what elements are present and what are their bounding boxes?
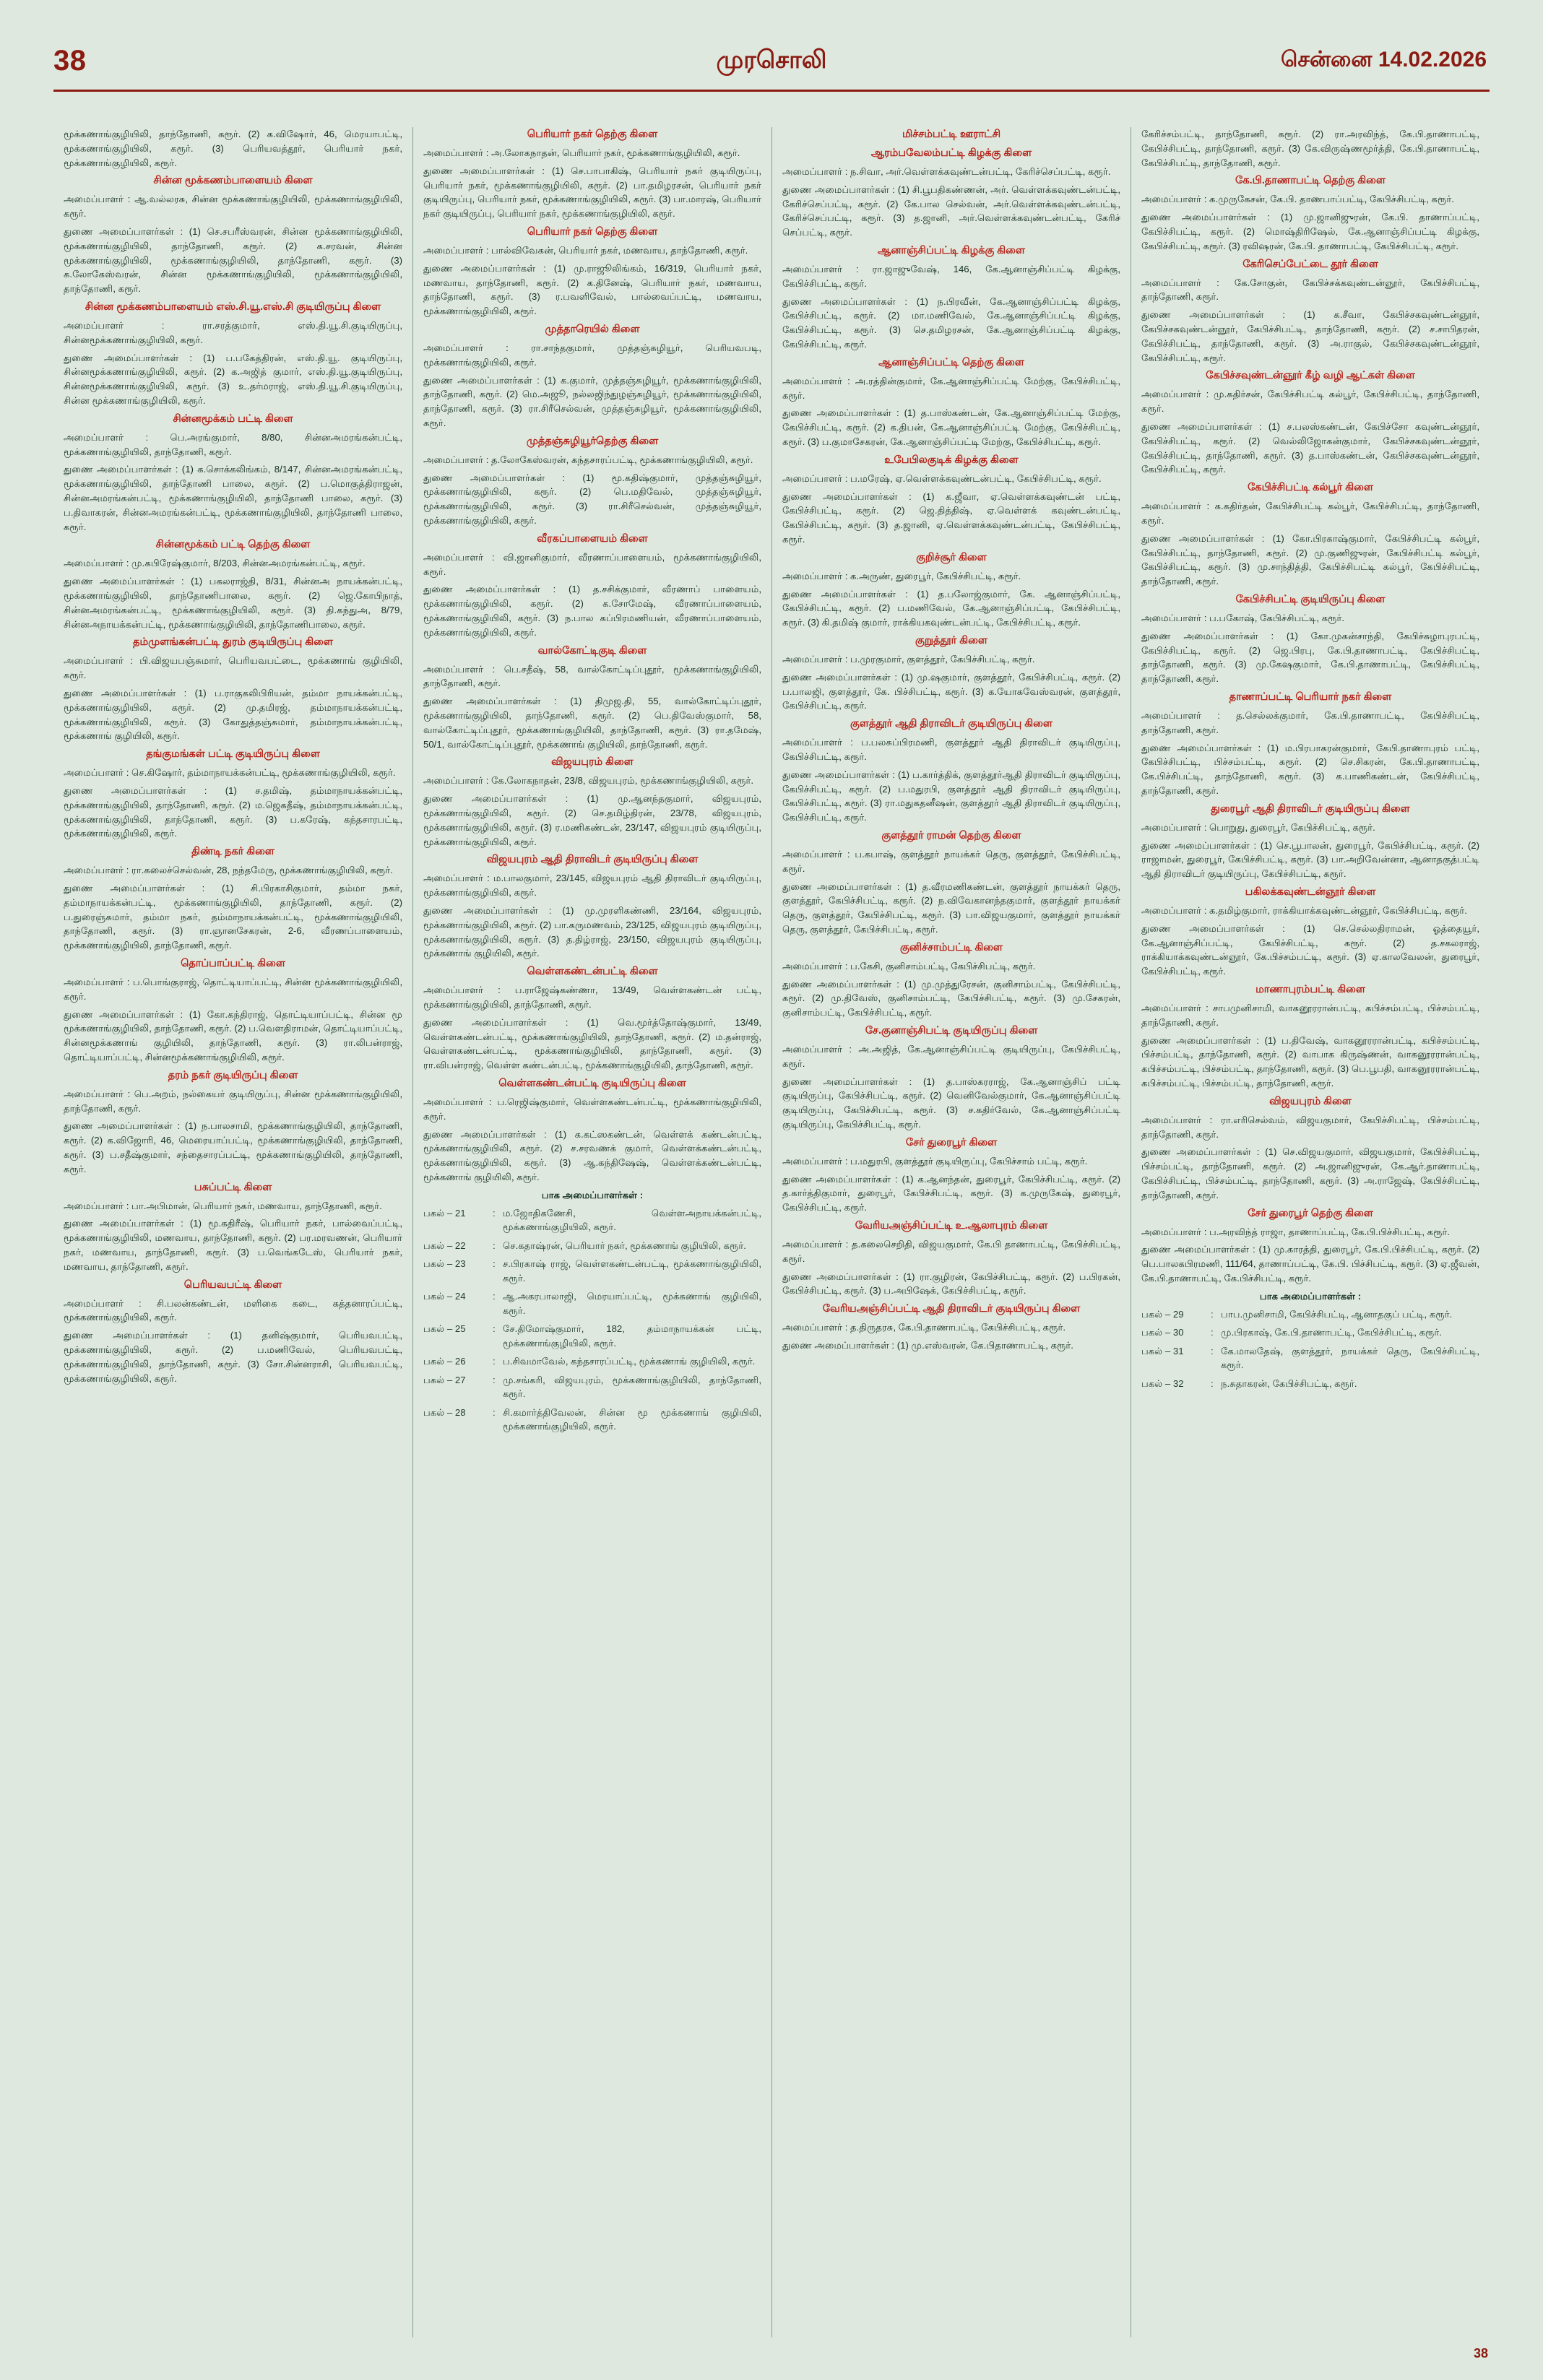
list-separator: : <box>493 1258 496 1270</box>
list-item <box>1141 1325 1479 1340</box>
paragraph: துணை அமைப்பாளர்கள் : (1) த.பாஸ்கண்டன், கே.ஆனாஞ்சிப்பட்டி மேற்கு, கேபிச்சிபட்டி, கரூர். (2) க.திபன், கே.ஆனாஞ்சிப்பட்டி மேற்கு, கேபிச்சிபட்டி, கரூர். (3) ப.குமாசேகரன், கே.ஆனாஞ்சிப்பட்டி மேற்கு, கேபிச்சிபட்டி, கரூர். <box>782 407 1120 448</box>
paragraph: அமைப்பாளர் : ப.மரேஷ், ஏ.வெள்ளக்கவுண்டன்பட்டி, கேபிச்சிபட்டி, கரூர். <box>782 472 1102 484</box>
text-column <box>412 127 772 2337</box>
sublist-heading: பாக அமைப்பாளர்கள் : <box>541 1189 644 1200</box>
paragraph: துணை அமைப்பாளர்கள் : (1) மூ.கதிரீஷ், பெரியார் நகர், பால்வைப்பட்டி, மூக்கணாங்குழியிலி, மணவாய, தாந்தோணி, கரூர். (2) பர.மரவணன், பெரியார் நகர், மணவாய, தாந்தோணி, கரூர். (3) ப.வெங்கடேஸ், பெரியார் நகர், மணவாய, தாந்தோணி, கரூர். <box>64 1218 402 1272</box>
paragraph: அமைப்பாளர் : செ.கிஷோர், தம்மாநாயக்கன்பட்டி, மூக்கணாங்குழியிலி, கரூர். <box>64 767 396 779</box>
ward-organiser-name: ம.ஜோதிகணேசி, வெள்ளஅநாயக்கன்பட்டி, மூக்கணாங்குழியிலி, கரூர். <box>503 1207 761 1233</box>
ward-label: பகல் – 32 <box>1141 1377 1184 1389</box>
branch-heading: சின்னமூக்கம் பட்டி கிளை <box>173 412 293 425</box>
paragraph: துணை அமைப்பாளர்கள் : (1) மூ.கதிஷ்குமார், முத்தஞ்சுழியூர், மூக்கணாங்குழியிலி, கரூர். (2) பெ.மதிவேல், முத்தஞ்சுழியூர், மூக்கணாங்குழியிலி, கரூர். (3) ரா.சிரீசெல்வன், முத்தஞ்சுழியூர், மூக்கணாங்குழியிலி, கரூர். <box>423 472 761 526</box>
ward-organiser-name: சி.கமார்த்திவேலன், சின்ன மூ மூக்கணாங் குழியிலி, மூக்கணாங்குழியிலி, கரூர். <box>503 1406 761 1432</box>
paragraph: துணை அமைப்பாளர்கள் : (1) மு.காரத்தி, துரைபூர், கே.பி.பிச்சிபட்டி, கரூர். (2) பெ.பாலகபிரமணி, 111/64, தாணாப்பட்டி, கே.பி. பிச்சிபட்டி, கரூர். (3) ஏ.ஜீவன், கே.பி.தாணாபட்டி, கே.பிச்சிபட்டி, கரூர். <box>1141 1244 1479 1284</box>
paragraph: துணை அமைப்பாளர்கள் : (1) க.குமார், முத்தஞ்சுழியூர், மூக்கணாங்குழியிலி, தாந்தோணி, கரூர். (2) மெ.அஜூ, நல்லஜிந்துழஞ்சுழியூர், மூக்கணாங்குழியிலி, தாந்தோணி, கரூர். (3) ரா.சிரீசெல்வன், முத்தஞ்சுழியூர், மூக்கணாங்குழியிலி, கரூர். <box>423 374 761 428</box>
paragraph: துணை அமைப்பாளர்கள் : (1) ரா.குழிரன், கேபிச்சிபட்டி, கரூர். (2) ப.பிரகன், கேபிச்சிபட்டி, கரூர். (3) ப.அபிஷேக், கேபிச்சிபட்டி, கரூர். <box>782 1271 1120 1297</box>
ward-organiser-name: ஆ.அகரபாலாஜி, மெரயாப்பட்டி, மூக்கணாங் குழியிலி, கரூர். <box>503 1291 761 1316</box>
paragraph: அமைப்பாளர் : ரா.கலைச்செல்வன், 28, நந்தமேரு, மூக்கணாங்குழியிலி, கரூர். <box>64 865 393 876</box>
branch-heading: குளத்தூர் ஆதி திராவிடர் குடியிருப்பு கிளை <box>850 718 1053 730</box>
paragraph: அமைப்பாளர் : ஆ.வல்லரசு, சின்ன மூக்கணாங்குழியிலி, மூக்கணாங்குழியிலி, கரூர். <box>64 194 402 220</box>
branch-heading: கேரிசெப்பேட்டை தூர் கிளை <box>1242 258 1378 270</box>
branch-heading: விஜயபுரம் ஆதி திராவிடர் குடியிருப்பு கிளை <box>486 854 699 866</box>
branch-heading: சின்ன மூக்கணம்பாளையம் கிளை <box>153 175 313 187</box>
branch-heading: ஆனாஞ்சிப்பட்டி கிழக்கு கிளை <box>878 245 1025 257</box>
paragraph: அமைப்பாளர் : த.திருதரசு, கே.பி.தாணாபட்டி, கேபிச்சிபட்டி, கரூர். <box>782 1322 1066 1333</box>
paragraph: துணை அமைப்பாளர்கள் : (1) த.சசிக்குமார், வீரணாப் பாளையம், மூக்கணாங்குழியிலி, கரூர். (2) க.சோமேஷ், வீரணாப்பாளையம், மூக்கணாங்குழியிலி, கரூர். (3) ந.பால கப்பிரமணியன், வீரணாப்பாளையம், மூக்கணாங்குழியிலி, கரூர். <box>423 584 761 638</box>
text-column <box>53 127 412 2337</box>
paragraph: துணை அமைப்பாளர்கள் : (1) ச.தமிஷ், தம்மாநாயக்கன்பட்டி, மூக்கணாங்குழியிலி, தாந்தோணி, கரூர். (2) ம.ஜெகதீஷ், தம்மாநாயக்கன்பட்டி, மூக்கணாங்குழியிலி, தாந்தோணி, கரூர். (3) ப.கரேஷ், கந்தசாரபட்டி, மூக்கணாங்குழியிலி, கரூர். <box>64 784 402 839</box>
ward-organiser-name: மு.பிரகாஷ், கே.பி.தாணாபட்டி, கேபிச்சிபட்டி, கரூர். <box>1221 1327 1442 1338</box>
ward-label: பகல் – 28 <box>423 1406 466 1418</box>
branch-heading: பெரியவபட்டி கிளை <box>183 1278 282 1291</box>
list-separator: : <box>493 1406 496 1418</box>
paragraph: துணை அமைப்பாளர்கள் : (1) ச.பலஸ்கண்டன், கேபிச்சோ கவுண்டன்ஞூர், கேபிச்சிபட்டி, கரூர். (2) வெல்லிஜோகன்குமார், கேபிச்சகவுண்டன்ஞூர், கேபிச்சிபட்டி, தாந்தோணி, கரூர். (3) த.பாஸ்கண்டன், கேபிச்சகவுண்டன்ஞூர், கேபிச்சிபட்டி, கரூர். <box>1141 421 1479 475</box>
paragraph: துணை அமைப்பாளர்கள் : (1) தனிஷ்குமார், பெரியவபட்டி, மூக்கணாங்குழியிலி, கரூர். (2) ப.மணிவேல், பெரியவபட்டி, மூக்கணாங்குழியிலி, தாந்தோணி, கரூர். (3) சோ.சின்னராசி, பெரியவபட்டி, மூக்கணாங்குழியிலி, கரூர். <box>64 1330 402 1384</box>
branch-heading: வீரகப்பாளையம் கிளை <box>537 532 648 545</box>
list-separator: : <box>493 1207 496 1219</box>
branch-heading: கேபிச்சவுண்டன்ஞூர் கீழ் வழி ஆட்கள் கிளை <box>1206 370 1415 382</box>
paragraph: அமைப்பாளர் : சி.பலன்கண்டன், மளிகை கடை, கத்தனாரப்பட்டி, மூக்கணாங்குழியிலி, கரூர். <box>64 1297 402 1323</box>
branch-heading: கேபிச்சிபட்டி குடியிருப்பு கிளை <box>1235 593 1386 605</box>
paragraph: மூக்கணாங்குழியிலி, தாந்தோணி, கரூர். (2) க.விஷோர், 46, மெரயாபட்டி, மூக்கணாங்குழியிலி, கரூர். (3) பெரியவத்தூர், பெரியார் நகர், மூக்கணாங்குழியிலி, கரூர். <box>64 129 402 168</box>
list-separator: : <box>1211 1327 1214 1338</box>
paragraph: துணை அமைப்பாளர்கள் : (1) சி.பூபதிகண்ணன், அர். வெள்ளக்கவுண்டன்பட்டி, கேரிச்செப்பட்டி, கரூர். (2) கே.பால செல்வன், அர்.வெள்ளக்கவுண்டன்பட்டி, கேரிச்செப்பட்டி, கரூர். (3) த.ஜானி, அர்.வெள்ளக்கவுண்டன்பட்டி, கேரிச் செப்பட்டி, கரூர். <box>782 183 1120 238</box>
paragraph: துணை அமைப்பாளர்கள் : (1) க.சீவா, கேபிச்சகவுண்டன்ஞூர், கேபிச்சகவுண்டன்ஞூர், கேபிச்சிபட்டி, தாந்தோணி, கரூர். (2) ச.சாபிதரன், கேபிச்சிபட்டி, தாந்தோணி, கரூர். (3) அ.ராகுல், கேபிச்சகவுண்டன்ஞூர், கேபிச்சிபட்டி, கரூர். <box>1141 309 1479 363</box>
branch-heading: தொப்பாப்பட்டி கிளை <box>181 957 285 969</box>
paragraph: அமைப்பாளர் : க.கதிர்தன், கேபிச்சிபட்டி கல்பூர், கேபிச்சிபட்டி, தாந்தோணி, கரூர். <box>1141 501 1479 526</box>
paragraph: துணை அமைப்பாளர்கள் : (1) மு.ராஜூலிங்கம், 16/319, பெரியார் நகர், மணவாய, தாந்தோணி, கரூர். (2) க.தினேஷ், பெரியார் நகர், மணவாய, தாந்தோணி, கரூர். (3) ர.பவளிவேல், பால்வைப்பட்டி, மணவாய, மூக்கணாங்குழியிலி, கரூர். <box>423 262 761 317</box>
ward-organiser-name: பாப.முனிசாமி, கேபிச்சிபட்டி, ஆனாதகுப் பட்டி, கரூர். <box>1221 1308 1453 1320</box>
paragraph: துணை அமைப்பாளர்கள் : (1) செ.சபரீஸ்வரன், சின்ன மூக்கணாங்குழியிலி, மூக்கணாங்குழியிலி, தாந்தோணி, கரூர். (2) க.சரவன், சின்ன மூக்கணாங்குழியிலி, மூக்கணாங்குழியிலி, தாந்தோணி, கரூர். (3) க.லோகேஸ்வரன், சின்ன மூக்கணாங்குழியிலி, மூக்கணாங்குழியிலி, தாந்தோணி, கரூர். <box>64 226 402 295</box>
branch-heading: சின்ன மூக்கணம்பாளையம் எஸ்.சி.யூ.எஸ்.சி குடியிருப்பு கிளை <box>85 300 381 313</box>
ward-label: பகல் – 31 <box>1141 1345 1184 1356</box>
paragraph: கேரிச்சம்பட்டி, தாந்தோணி, கரூர். (2) ரா.அரவிந்த், கே.பி.தாணாபட்டி, கேபிச்சிபட்டி, தாந்தோணி, கரூர். (3) கே.விருஷ்ணமூர்த்தி, கே.பி.தாணாபட்டி, கேபிச்சிபட்டி, தாந்தோணி, கரூர். <box>1141 129 1479 168</box>
ward-organiser-name: ந.சுதாகரன், கேபிச்சிபட்டி, கரூர். <box>1221 1377 1357 1389</box>
list-item <box>423 1239 761 1253</box>
ward-label: பகல் – 30 <box>1141 1327 1184 1338</box>
branch-heading: சே.குனாஞ்சிபட்டி குடியிருப்பு கிளை <box>865 1025 1038 1037</box>
masthead <box>0 45 1543 82</box>
paragraph: அமைப்பாளர் : கே.சோகுன், கேபிச்சக்கவுண்டன்ஞூர், கேபிச்சிபட்டி, தாந்தோணி, கரூர். <box>1141 277 1479 303</box>
paragraph: அமைப்பாளர் : ப.பொங்குராஜ், தொட்டியாப்பட்டி, சின்ன மூக்கணாங்குழியிலி, கரூர். <box>64 976 402 1002</box>
branch-heading: குளத்தூர் ராமன் தெற்கு கிளை <box>881 830 1021 842</box>
paragraph: துணை அமைப்பாளர்கள் : (1) செ.பூபாலன், துரைபூர், கேபிச்சிபட்டி, கரூர். (2) ராஜாமன், துரைபூர், கேபிச்சிபட்டி, கரூர். (3) பா.அறிவேன்னா, ஆனாதகுத்பட்டி ஆதி திராவிடர் குடியிருப்பு, கேபிச்சிபட்டி, கரூர். <box>1141 839 1479 880</box>
paragraph: துணை அமைப்பாளர்கள் : (1) மு.முத்துரேசன், குனிசாம்பட்டி, கேபிச்சிபட்டி, கரூர். (2) மு.திவேஸ், குனிசாம்பட்டி, கேபிச்சிபட்டி, கரூர். (3) மு.சேகரன், குனிசாம்பட்டி, கேபிச்சிபட்டி, கரூர். <box>782 978 1120 1018</box>
paragraph: அமைப்பாளர் : கே.லோகநாதன், 23/8, விஜயபுரம், மூக்கணாங்குழியிலி, கரூர். <box>423 775 754 787</box>
branch-heading: குறுத்தூர் கிளை <box>915 635 987 647</box>
paragraph: அமைப்பாளர் : பெ.அறம், நல்கையர் குடியிருப்பு, சின்ன மூக்கணாங்குழியிலி, தாந்தோணி, கரூர். <box>64 1088 402 1114</box>
paragraph: அமைப்பாளர் : ம.பாலகுமார், 23/145, விஜயபுரம் ஆதி திராவிடர் குடியிருப்பு, மூக்கணாங்குழியிலி, கரூர். <box>423 873 761 899</box>
branch-heading: உபேபிலகுடிக் கிழக்கு கிளை <box>884 454 1019 466</box>
branch-heading: பெரியார் நகர் தெற்கு கிளை <box>527 129 658 140</box>
paragraph: அமைப்பாளர் : த.லோகேஸ்வரன், கந்தசாரப்பட்டி, மூக்கணாங்குழியிலி, கரூர். <box>423 454 753 465</box>
paragraph: அமைப்பாளர் : சாபமுனிசாமி, வாகனூரரான்பட்டி, கபிச்சம்பட்டி, பிச்சம்பட்டி, தாந்தோணி, கரூர். <box>1141 1003 1479 1028</box>
paragraph: அமைப்பாளர் : ப.பகோஷ், கேபிச்சிபட்டி, கரூர். <box>1141 613 1345 623</box>
paragraph: அமைப்பாளர் : க.தமிழ்குமார், ராக்கியாக்கவுண்டன்ஞூர், கேபிச்சிபட்டி, கரூர். <box>1141 905 1467 916</box>
list-item <box>1141 1307 1479 1322</box>
paragraph: துணை அமைப்பாளர்கள் : (1) மு.முரளிகண்ணி, 23/164, விஜயபுரம், மூக்கணாங்குழியிலி, கரூர். (2) பா.கருமணவம், 23/125, விஜயபுரம் குடியிருப்பு, மூக்கணாங்குழியிலி, கரூர். (3) த.திழ்ராஜ், 23/150, விஜயபுரம் குடியிருப்பு, மூக்கணாங் குழியிலி, கரூர். <box>423 905 761 959</box>
ward-label: பகல் – 26 <box>423 1356 466 1367</box>
paragraph: துணை அமைப்பாளர்கள் : (1) மு.ஷகுமார், குளத்தூர், கேபிச்சிபட்டி, கரூர். (2) ப.பாலஜி, குளத்தூர், கே. பிச்சிபட்டி, கரூர். (3) க.யோகவேஸ்வரன், குளத்தூர், கேபிச்சிபட்டி, கரூர். <box>782 671 1120 711</box>
ward-label: பகல் – 27 <box>423 1374 466 1385</box>
paragraph: அமைப்பாளர் : ரா.சரத்குமார், எஸ்.தி.யூ.சி.குடியிருப்பு, சின்னமூக்கணாங்குழியிலி, கரூர். <box>64 320 402 345</box>
paragraph: துணை அமைப்பாளர்கள் : (1) கோ.கந்திராஜ், தொட்டியாப்பட்டி, சின்ன மூ மூக்கணாங்குழியிலி, தாந்தோணி, கரூர். (2) ப.வெளதிராமன், தொட்டியாப்பட்டி, சின்னமூக்கணாங் குழியிலி, தாந்தோணி, கரூர். (3) ரா.லிபன்ராஜ், தொட்டியாப்பட்டி, சின்னமூக்கணாங்குழியிலி, கரூர். <box>64 1008 402 1063</box>
paragraph: அமைப்பாளர் : ப.கபாஷ், குளத்தூர் நாயக்கர் தெரு, குளத்தூர், கேபிச்சிபட்டி, கரூர். <box>782 849 1120 874</box>
paragraph: துணை அமைப்பாளர்கள் : (1) ப.ராகுகலிபிரியன், தம்மா நாயக்கன்பட்டி, மூக்கணாங்குழியிலி, கரூர். (2) மு.தமிரஜ், தம்மாநாயக்கன்பட்டி, மூக்கணாங்குழியிலி, கரூர். (3) கோதுத்தஞ்சுமார், தம்மாநாயக்கன்பட்டி, மூக்கணாங் குழியிலி, கரூர். <box>64 687 402 742</box>
branch-heading: பெரியார் நகர் தெற்கு கிளை <box>527 226 658 238</box>
branch-heading: விஜயபுரம் கிளை <box>1269 1095 1352 1107</box>
list-separator: : <box>1211 1308 1214 1320</box>
paragraph: அமைப்பாளர் : த.செல்லக்குமார், கே.பி.தாணாபட்டி, கேபிச்சிபட்டி, தாந்தோணி, கரூர். <box>1141 710 1479 735</box>
branch-heading: சேர் துரைபூர் தெற்கு கிளை <box>1248 1207 1373 1219</box>
branch-heading: குறிச்சூர் கிளை <box>916 551 987 563</box>
branch-heading: தம்முளங்கன்பட்டி துரம் குடியிருப்பு கிளை <box>133 636 333 649</box>
branch-heading: மிச்சம்பட்டி ஊராட்சி <box>902 129 1001 140</box>
branch-heading: சின்னமூக்கம் பட்டி தெற்கு கிளை <box>155 539 311 551</box>
branch-heading: வேரியஅஞ்சிப்பட்டி உ.ஆலாபுரம் கிளை <box>855 1220 1048 1232</box>
ward-label: பகல் – 29 <box>1141 1308 1184 1320</box>
list-separator: : <box>493 1239 496 1251</box>
list-item <box>423 1373 761 1401</box>
paragraph: அமைப்பாளர் : ந.சிவா, அர்.வெள்ளக்கவுண்டன்பட்டி, கேரிச்செப்பட்டி, கரூர். <box>782 166 1111 178</box>
paragraph: அமைப்பாளர் : அ.லோகநாதன், பெரியார் நகர், மூக்கணாங்குழியிலி, கரூர். <box>423 147 740 159</box>
ward-label: பகல் – 24 <box>423 1291 466 1302</box>
list-item <box>423 1206 761 1234</box>
paragraph: துணை அமைப்பாளர்கள் : (1) க.கட்ஸகண்டன், வெள்ளக் கண்டன்பட்டி, மூக்கணாங்குழியிலி, கரூர். (2) ச.சரவணக் குமார், வெள்ளக்கண்டன்பட்டி, மூக்கணாங்குழியிலி, கரூர். (3) ஆ.கந்திஷேஷ், வெள்ளக்கண்டன்பட்டி, மூக்கணாங் குழியிலி, கரூர். <box>423 1128 761 1182</box>
list-separator: : <box>1211 1345 1214 1356</box>
paragraph: துணை அமைப்பாளர்கள் : (1) ப.பகேத்திரன், எஸ்.தி.யூ. குடியிருப்பு, சின்னமூக்கணாங்குழியிலி, கரூர். (2) க.அஜித் குமார், எஸ்.தி.யூ.குடியிருப்பு, சின்னமூக்கணாங்குழியிலி, கரூர். (3) உ.தர்மராஜ், எஸ்.தி.யூ.சி.குடியிருப்பு, சின்ன மூக்கணாங்குழியிலி, கரூர். <box>64 352 402 406</box>
paragraph: துணை அமைப்பாளர்கள் : (1) ப.கார்த்திக், குளத்தூர்ஆதி திராவிடர் குடியிருப்பு, கேபிச்சிபட்டி, கரூர். (2) ப.மதுரபி, குளத்தூர் ஆதி திராவிடர் குடியிருப்பு, கேபிச்சிபட்டி, கரூர். (3) ரா.மதுகதனீஷன், குளத்தூர் ஆதி திராவிடர் குடியிருப்பு, கேபிச்சிபட்டி, கரூர். <box>782 769 1120 823</box>
paragraph: துணை அமைப்பாளர்கள் : (1) மு.ஜானிஜுரன், கே.பி. தாணாப்பட்டி, கேபிச்சிபட்டி, கரூர். (2) மொஷ்திரிஷேல், கே.ஆனாஞ்சிப்பட்டி கிழக்கு, கேபிச்சிபட்டி, கரூர். (3) ரவிஷரன், கே.பி. தாணாபட்டி, கேபிச்சிபட்டி, கரூர். <box>1141 212 1479 251</box>
ward-organiser-name: செ.கதாஷ்ரன், பெரியார் நகர், மூக்கணாங் குழியிலி, கரூர். <box>503 1239 746 1251</box>
list-item <box>423 1354 761 1369</box>
paragraph: அமைப்பாளர் : மு.கபிரேஷ்குமார், 8/203, சின்னஅமரங்கன்பட்டி, கரூர். <box>64 558 366 569</box>
list-separator: : <box>1211 1377 1214 1389</box>
edition-date: சென்னை 14.02.2026 <box>1280 48 1487 72</box>
list-item <box>423 1289 761 1317</box>
branch-heading: தங்குமங்கள் பட்டி குடியிருப்பு கிளை <box>146 748 320 761</box>
branch-heading: முத்தஞ்சுழியூர்தெற்கு கிளை <box>526 435 659 447</box>
ward-organiser-list <box>1141 1307 1479 1391</box>
paragraph: அமைப்பாளர் : பா.அபிமான், பெரியார் நகர், மணவாய, தாந்தோணி, கரூர். <box>64 1200 382 1211</box>
paragraph: துணை அமைப்பாளர்கள் : (1) ந.பாலசாமி, மூக்கணாங்குழியிலி, தாந்தோணி, கரூர். (2) க.விஜோரி, 46, மெரையாப்பட்டி, மூக்கணாங்குழியிலி, தாந்தோணி, கரூர். (3) ப.சதீஷ்குமார், சந்தைசாரப்பட்டி, மூக்கணாங்குழியிலி, தாந்தோணி, கரூர். <box>64 1120 402 1174</box>
branch-heading: வேரியஅஞ்சிப்பட்டி ஆதி திராவிடர் குடியிருப்பு கிளை <box>822 1303 1081 1315</box>
ward-label: பகல் – 23 <box>423 1258 466 1270</box>
branch-heading: கேபிச்சிபட்டி கல்பூர் கிளை <box>1248 482 1373 494</box>
paragraph: அமைப்பாளர் : க.அருண், துரைபூர், கேபிச்சிபட்டி, கரூர். <box>782 570 1021 581</box>
paragraph: துணை அமைப்பாளர்கள் : (1) செ.விஜயகுமார், விஜயகுமார், கேபிச்சிபட்டி, பிச்சம்பட்டி, தாந்தோணி, கரூர். (2) அ.ஜானிஜுரன், கே.ஆர்.தாணாபட்டி, கேபிச்சிபட்டி, பிச்சம்பட்டி, தாந்தோணி, கரூர். (3) அ.ராஜேஷ், கேபிச்சிபட்டி, தாந்தோணி, கரூர். <box>1141 1146 1479 1200</box>
paragraph: துணை அமைப்பாளர்கள் : (1) த.வீரமணிகண்டன், குளத்தூர் நாயக்கர் தெரு, குளத்தூர், கேபிச்சிபட்டி, கரூர். (2) ந.விவேகானந்தகுமார், குளத்தூர் நாயக்கர் தெரு, குளத்தூர், கேபிச்சிபட்டி, கரூர். (3) பா.விஜயகுமார், குளத்தூர் நாயக்கர் தெரு, குளத்தூர், கேபிச்சிபட்டி, கரூர். <box>782 880 1120 935</box>
branch-heading: வெள்ளகண்டன்பட்டி குடியிருப்பு கிளை <box>498 1077 686 1089</box>
paragraph: அமைப்பாளர் : ப.அரவிந்த் ராஜா, தாணாப்பட்டி, கே.பி.பிச்சிபட்டி, கரூர். <box>1141 1226 1451 1237</box>
paragraph: துணை அமைப்பாளர்கள் : (1) த.பாஸ்கரராஜ், கே.ஆனாஞ்சிப் பட்டி குடியிருப்பு, கேபிச்சிபட்டி, கரூர். (2) வெனிவேல்குமார், கே.ஆனாஞ்சிப்பட்டி குடியிருப்பு, கேபிச்சிபட்டி, கரூர். (3) ச.கதிர்வேல், கே.ஆனாஞ்சிப்பட்டி குடியிருப்பு, கேபிச்சிபட்டி, கரூர். <box>782 1076 1120 1130</box>
ward-organiser-list <box>423 1206 761 1434</box>
paragraph: அமைப்பாளர் : ரா.சாந்தகுமார், முத்தஞ்சுழியூர், பெரியவபடி, மூக்கணாங்குழியிலி, கரூர். <box>423 342 761 368</box>
paragraph: அமைப்பாளர் : க.முருகேசன், கே.பி. தாணபாப்பட்டி, கேபிச்சிபட்டி, கரூர். <box>1141 194 1454 205</box>
branch-heading: தரம் நகர் குடியிருப்பு கிளை <box>168 1069 298 1081</box>
paragraph: அமைப்பாளர் : ப.ரெஜிஷ்குமார், வெள்ளகண்டன்பட்டி, மூக்கணாங்குழியிலி, கரூர். <box>423 1096 761 1122</box>
paragraph: அமைப்பாளர் : வி.ஜானிகுமார், வீரணாப்பாளையம், மூக்கணாங்குழியிலி, கரூர். <box>423 551 761 577</box>
paragraph: துணை அமைப்பாளர்கள் : (1) செ.பாபாகிஷ், பெரியார் நகர் குடியிருப்பு, பெரியார் நகர், மூக்கணாங்குழியிலி, கரூர். (2) பா.தமிழரசன், பெரியார் நகர் குடியிருப்பு, பெரியார் நகர், மூக்கணாங்குழியிலி, கரூர். (3) பா.மாரஷ், பெரியார் நகர் குடியிருப்பு, பெரியார் நகர், மூக்கணாங்குழியிலி, கரூர். <box>423 165 761 220</box>
paragraph: அமைப்பாளர் : மு.கதிர்சன், கேபிச்சிபட்டி கல்பூர், கேபிச்சிபட்டி, தாந்தோணி, கரூர். <box>1141 389 1479 415</box>
list-item <box>1141 1377 1479 1391</box>
article-columns <box>53 127 1490 2337</box>
text-column <box>772 127 1131 2337</box>
list-item <box>1141 1344 1479 1372</box>
paragraph: அமைப்பாளர் : பெ.சதீஷ், 58, வால்கோட்டிப்புதூர், மூக்கணாங்குழியிலி, தாந்தோணி, கரூர். <box>423 663 761 689</box>
paragraph: துணை அமைப்பாளர்கள் : (1) ம.பிரபாகரன்குமார், கேபி.தாணாபுரம் பட்டி, கேபிச்சிபட்டி, பிச்சம்பட்டி, கரூர். (2) செ.சிகரன், கே.பி.தாணாபட்டி, கே.பிச்சிபட்டி, தாந்தோணி, கரூர். (3) க.பாணிகண்டன், கேபிச்சிபட்டி, தாந்தோணி, கரூர். <box>1141 742 1479 796</box>
paragraph: அமைப்பாளர் : ரா.ஜாஜுவேஷ், 146, கே.ஆனாஞ்சிப்பட்டி கிழக்கு, கேபிச்சிபட்டி, கரூர். <box>782 264 1120 289</box>
branch-heading: திண்டி நகர் கிளை <box>191 846 275 858</box>
footer-page-number: 38 <box>1473 2346 1488 2360</box>
paragraph: துணை அமைப்பாளர்கள் : (1) சி.பிரகாசிகுமார், தம்மா நகர், தம்மாநாயக்கன்பட்டி, மூக்கணாங்குழியிலி, தாந்தோணி, கரூர். (2) ப.துரைஞ்சுமார், தம்மா நகர், தம்மாநாயக்கன்பட்டி, மூக்கணாங்குழியிலி, தாந்தோணி, கரூர். (3) ரா.ஞானசேகரன், 2-6, வீரணப்பாளையம், மூக்கணாங்குழியிலி, தாந்தோணி, கரூர். <box>64 882 402 951</box>
paragraph: அமைப்பாளர் : அ.அஜித், கே.ஆனாஞ்சிப்பட்டி குடியிருப்பு, கேபிச்சிபட்டி, கரூர். <box>782 1044 1120 1069</box>
branch-heading: மாணாபுரம்பட்டி கிளை <box>1255 983 1365 995</box>
branch-heading: பகிலக்கவுண்டன்ஞூர் கிளை <box>1245 886 1376 898</box>
branch-heading: கே.பி.தாணாபட்டி தெற்கு கிளை <box>1235 175 1386 187</box>
branch-heading: தாணாப்பட்டி பெரியார் நகர் கிளை <box>1229 691 1392 703</box>
list-item <box>423 1322 761 1350</box>
paragraph: அமைப்பாளர் : பெ.அரங்குமார், 8/80, சின்னஅமரங்கன்பட்டி, மூக்கணாங்குழியிலி, தாந்தோணி, கரூர். <box>64 431 402 457</box>
text-column <box>1131 127 1490 2337</box>
paragraph: அமைப்பாளர் : அ.ரத்தின்குமார், கே.ஆனாஞ்சிப்பட்டி மேற்கு, கேபிச்சிபட்டி, கரூர். <box>782 375 1120 401</box>
paragraph: அமைப்பாளர் : பொறுது, துரைபூர், கேபிச்சிபட்டி, கரூர். <box>1141 821 1375 833</box>
paper-title: முரசொலி <box>716 46 827 74</box>
list-separator: : <box>493 1291 496 1302</box>
list-item <box>423 1257 761 1285</box>
paragraph: துணை அமைப்பாளர்கள் : (1) வெ.மூர்த்தோஷ்குமார், 13/49, வெள்ளகண்டன்பட்டி, மூக்கணாங்குழியிலி, தாந்தோணி, கரூர். (2) ம.தன்ராஜ், வெள்ளகண்டன்பட்டி, மூக்கணாங்குழியிலி, தாந்தோணி, கரூர். (3) ரா.விபன்ராஜ், வெள்ள கண்டன்பட்டி, மூக்கணாங்குழியிலி, தாந்தோணி, கரூர். <box>423 1016 761 1071</box>
paragraph: அமைப்பாளர் : த.கலைசெறிதி, விஜயகுமார், கே.பி தாணாபட்டி, கேபிச்சிபட்டி, கரூர். <box>782 1239 1120 1264</box>
branch-heading: வெள்ளகண்டன்பட்டி கிளை <box>527 966 658 978</box>
ward-label: பகல் – 21 <box>423 1207 466 1219</box>
ward-organiser-name: மு.சங்கரி, விஜயபுரம், மூக்கணாங்குழியிலி, தாந்தோணி, கரூர். <box>503 1374 761 1400</box>
ward-organiser-name: ச.பிரகாஷ் ராஜ், வெள்ளகண்டன்பட்டி, மூக்கணாங்குழியிலி, கரூர். <box>503 1258 761 1284</box>
branch-heading: வால்கோட்டிகுடி கிளை <box>537 644 647 657</box>
paragraph: அமைப்பாளர் : ப.பலசுப்பிரமணி, குளத்தூர் ஆதி திராவிடர் குடியிருப்பு, கேபிச்சிபட்டி, கரூர். <box>782 737 1120 763</box>
branch-heading: விஜயபுரம் கிளை <box>551 756 634 769</box>
ward-organiser-name: கே.மாலதேஷ், குளத்தூர், நாயக்கர் தெரு, கேபிச்சிபட்டி, கரூர். <box>1221 1345 1479 1371</box>
paragraph: துணை அமைப்பாளர்கள் : (1) பகலராஜ்தி, 8/31, சின்னஅ நாயக்கன்பட்டி, மூக்கணாங்குழியிலி, தாந்தோணிபாலை, கரூர். (2) ஜெ.கோபிநாத், சின்னஅமரங்கன்பட்டி, மூக்கணாங்குழியிலி, கரூர். (3) தி.கந்துஅ, 8/79, சின்னஅநாயக்கன்பட்டி, மூக்கணாங்குழியிலி, தாந்தோணிபாலை, கரூர். <box>64 576 402 630</box>
paragraph: அமைப்பாளர் : பால்விவேகன், பெரியார் நகர், மணவாய, தாந்தோணி, கரூர். <box>423 245 748 256</box>
paragraph: அமைப்பாளர் : ப.கேசி, குனிசாம்பட்டி, கேபிச்சிபட்டி, கரூர். <box>782 960 1036 972</box>
paragraph: துணை அமைப்பாளர்கள் : (1) க.ஆனந்தன், துரைபூர், கேபிச்சிபட்டி, கரூர். (2) த.கார்த்திகுமார், துரைபூர், கேபிச்சிபட்டி, கரூர். (3) க.முருகேஷ், துரைபூர், கேபிச்சிபட்டி, கரூர். <box>782 1173 1120 1213</box>
paragraph: துணை அமைப்பாளர்கள் : (1) மு.ஆனந்தகுமார், விஜயபுரம், மூக்கணாங்குழியிலி, கரூர். (2) செ.தமிழ்திரன், 23/78, விஜயபுரம், மூக்கணாங்குழியிலி, கரூர். (3) ர.மணிகண்டன், 23/147, விஜயபுரம் குடியிருப்பு, மூக்கணாங்குழியிலி, கரூர். <box>423 793 761 847</box>
paragraph: துணை அமைப்பாளர்கள் : (1) க.ஜீவா, ஏ.வெள்ளக்கவுண்டன் பட்டி, கேபிச்சிபட்டி, கரூர். (2) ஜெ.தித்திஷ், ஏ.வெள்ளக் கவுண்டன்பட்டி, கேபிச்சிபட்டி, கரூர். (3) த.ஜானி, ஏ.வெள்ளக்கவுண்டன்பட்டி, கேபிச்சிபட்டி, கரூர். <box>782 490 1120 545</box>
list-item <box>423 1406 761 1434</box>
branch-heading: சேர் துரைபூர் கிளை <box>905 1136 998 1148</box>
ward-label: பகல் – 25 <box>423 1323 466 1335</box>
branch-heading: துரைபூர் ஆதி திராவிடர் குடியிருப்பு கிளை <box>1211 802 1410 815</box>
page-number: 38 <box>53 45 87 77</box>
branch-heading: பசுப்பட்டி கிளை <box>194 1181 272 1193</box>
ward-organiser-name: ப.சிவமாவேல், கந்தசாரப்பட்டி, மூக்கணாங் குழியிலி, கரூர். <box>503 1356 756 1367</box>
list-separator: : <box>493 1356 496 1367</box>
paragraph: துணை அமைப்பாளர்கள் : (1) செ.செல்லதிராமன், ஓத்தையூர், கே.ஆனாஞ்சிப்பட்டி, கேபிச்சிபட்டி, கரூர். (2) த.சகலராஜ், ராக்கியாக்கவுண்டன்ஞூர், கே.பிச்சம்பட்டி, கரூர். (3) ஏ.காலவேலன், துரைபூர், கேபிச்சிபட்டி, கரூர். <box>1141 922 1479 977</box>
list-separator: : <box>493 1374 496 1385</box>
paragraph: அமைப்பாளர் : ப.மதுரபி, குளத்தூர் குடியிருப்பு, கேபிச்சாம் பட்டி, கரூர். <box>782 1155 1088 1167</box>
paragraph: அமைப்பாளர் : ரா.எரிசெல்வம், விஜயகுமார், கேபிச்சிபட்டி, பிச்சம்பட்டி, தாந்தோணி, கரூர். <box>1141 1114 1479 1140</box>
paragraph: அமைப்பாளர் : பி.விஜயபஞ்சுமார், பெரியவபட்டை, மூக்கணாங் குழியிலி, கரூர். <box>64 655 402 681</box>
paragraph: துணை அமைப்பாளர்கள் : (1) கோ.பிரகாஷ்குமார், கேபிச்சிபட்டி கல்பூர், கேபிச்சிபட்டி, தாந்தோணி, கரூர். (2) மு.குணிஜுரன், கேபிச்சிபட்டி கல்பூர், கேபிச்சிபட்டி, கரூர். (3) மு.சாந்தித்தி, கேபிச்சிபட்டி கல்பூர், கேபிச்சிபட்டி, தாந்தோணி, கரூர். <box>1141 532 1479 587</box>
paragraph: துணை அமைப்பாளர்கள் : (1) மு.எஸ்வரன், கே.பிதாணாபட்டி, கரூர். <box>782 1340 1073 1351</box>
paragraph: துணை அமைப்பாளர்கள் : (1) ந.பிரவீன், கே.ஆனாஞ்சிப்பட்டி கிழக்கு, கேபிச்சிபட்டி, கரூர். (2) மா.மணிவேல், கே.ஆனாஞ்சிப்பட்டி கிழக்கு, கேபிச்சிபட்டி, கரூர். (3) செ.தமிழரசன், கே.ஆனாஞ்சிப்பட்டி கிழக்கு, கேபிச்சிபட்டி, கரூர். <box>782 295 1120 350</box>
paragraph: துணை அமைப்பாளர்கள் : (1) த.பலோஜ்குமார், கே. ஆனாஞ்சிப்பட்டி, கேபிச்சிபட்டி, கரூர். (2) ப.மணிவேல், கே.ஆனாஞ்சிப்பட்டி, கேபிச்சிபட்டி, கரூர். (3) கி.தமிஷ் குமார், ராக்கியகவுண்டன்பட்டி, கேபிச்சிபட்டி, கரூர். <box>782 588 1120 628</box>
paragraph: அமைப்பாளர் : ப.முரகுமார், குளத்தூர், கேபிச்சிபட்டி, கரூர். <box>782 654 1035 665</box>
paragraph: துணை அமைப்பாளர்கள் : (1) க.சொக்கலிங்கம், 8/147, சின்னஅமரங்கன்பட்டி, மூக்கணாங்குழியிலி, தாந்தோணி பாலை, கரூர். (2) ப.மொகுத்திராஜன், சின்னஅமரங்கன்பட்டி, மூக்கணாங்குழியிலி, தாந்தோணி பாலை, கரூர். (3) ப.திவாகரன், சின்னஅமரங்கன்பட்டி, மூக்கணாங்குழியிலி, தாந்தோணி பாலை, கரூர். <box>64 464 402 532</box>
ward-organiser-name: சே.திமோஷ்குமார், 182, தம்மாநாயக்கன் பட்டி, மூக்கணாங்குழியிலி, கரூர். <box>503 1323 761 1349</box>
branch-heading: முத்தாரெயில் கிளை <box>545 324 640 335</box>
sublist-heading: பாக அமைப்பாளர்கள் : <box>1259 1290 1362 1302</box>
branch-heading: குனிச்சாம்பட்டி கிளை <box>899 941 1003 953</box>
paragraph: துணை அமைப்பாளர்கள் : (1) திமுஜ.தி, 55, வால்கோட்டிப்புதூர், மூக்கணாங்குழியிலி, தாந்தோணி, கரூர். (2) பெ.திவேஸ்குமார், 58, வால்கோட்டிப்புதூர், மூக்கணாங்குழியிலி, தாந்தோணி, கரூர். (3) ரா.தமேஷ், 50/1, வால்கோட்டிப்புதூர், மூக்கணாங் குழியிலி, தாந்தோணி, கரூர். <box>423 696 761 750</box>
ward-label: பகல் – 22 <box>423 1239 466 1251</box>
paragraph: அமைப்பாளர் : ப.ராஜேஷ்கண்ணா, 13/49, வெள்ளகண்டன் பட்டி, மூக்கணாங்குழியிலி, தாந்தோணி, கரூர். <box>423 985 761 1010</box>
header-divider <box>53 90 1490 92</box>
branch-heading: ஆரம்பவேலம்பட்டி கிழக்கு கிளை <box>870 147 1032 160</box>
paragraph: துணை அமைப்பாளர்கள் : (1) ப.திவேஷ், வாகனூரரான்பட்டி, கபிச்சம்பட்டி, பிச்சம்பட்டி, தாந்தோணி, கரூர். (2) வாபாக கிருஷ்ணன், வாகனூரரான்பட்டி, கபிச்சம்பட்டி, பிச்சம்பட்டி, தாந்தோணி, கரூர். (3) பெ.பூபதி, வாகனூரரான்பட்டி, கபிச்சம்பட்டி, பிச்சம்பட்டி, தாந்தோணி, கரூர். <box>1141 1034 1479 1089</box>
paragraph: துணை அமைப்பாளர்கள் : (1) கோ.முகன்சாந்தி, கேபிச்சுழாபுரபட்டி, கேபிச்சிபட்டி, கரூர். (2) ஜெ.பிரபு, கே.பி.தாணாபட்டி, கேபிச்சிபட்டி, தாந்தோணி, கரூர். (3) மு.கேஷகுமார், கே.பி.தாணாபட்டி, கேபிச்சிபட்டி, தாந்தோணி, கரூர். <box>1141 630 1479 685</box>
list-separator: : <box>493 1323 496 1335</box>
branch-heading: ஆனாஞ்சிப்பட்டி தெற்கு கிளை <box>878 356 1024 368</box>
